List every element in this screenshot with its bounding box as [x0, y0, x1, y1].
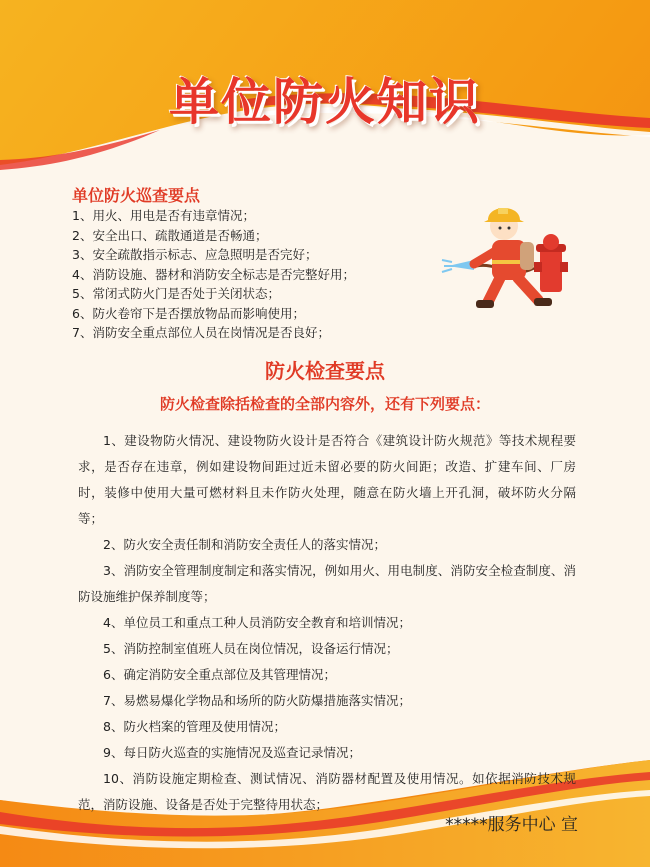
- list-item: 2、安全出口、疏散通道是否畅通；: [72, 227, 268, 243]
- list-item: 4、消防设施、器材和消防安全标志是否完整好用；: [72, 266, 355, 282]
- list-item: 3、消防安全管理制度制定和落实情况，例如用火、用电制度、消防安全检查制度、消防设施维护保养制度等；: [78, 563, 576, 604]
- poster-title: 单位防火知识: [169, 73, 481, 131]
- list-item: 3、安全疏散指示标志、应急照明是否完好；: [72, 247, 318, 262]
- list-item: 6、确定消防安全重点部位及其管理情况；: [103, 667, 336, 682]
- list-item: 1、建设物防火情况、建设物防火设计是否符合《建筑设计防火规范》等技术规程要求，是否存在违章，例如建设物间距过近未留必要的防火间距；改造、扩建车间、厂房时，装修中使用大量可燃材料且未作防火处理，随意在防火墙上开孔洞，破坏防火分隔等；: [78, 433, 576, 526]
- list-item: 4、单位员工和重点工种人员消防安全教育和培训情况；: [103, 615, 411, 630]
- footer-credit: *****服务中心 宣: [445, 815, 578, 835]
- list-item: 10、消防设施定期检查、测试情况、消防器材配置及使用情况。如依据消防技术规范，消防设施、设备是否处于完整待用状态；: [78, 771, 576, 812]
- list-item: 7、易燃易爆化学物品和场所的防火防爆措施落实情况；: [103, 693, 411, 708]
- list-item: 9、每日防火巡查的实施情况及巡查记录情况；: [103, 745, 361, 760]
- list-item: 6、防火卷帘下是否摆放物品而影响使用；: [72, 305, 305, 321]
- firefighter-illustration: [440, 190, 580, 330]
- section2-subheading: 防火检查除括检查的全部内容外，还有下列要点：: [159, 395, 490, 413]
- section1-list: [72, 206, 355, 343]
- list-item: 2、防火安全责任制和消防安全责任人的落实情况；: [103, 537, 386, 552]
- fire-hydrant-icon: [534, 234, 568, 292]
- section2-heading: 防火检查要点: [265, 359, 385, 383]
- list-item: 5、常闭式防火门是否处于关闭状态；: [72, 286, 280, 301]
- list-item: 5、消防控制室值班人员在岗位情况，设备运行情况；: [103, 641, 399, 656]
- list-item: 7、消防安全重点部位人员在岗情况是否良好；: [72, 325, 330, 340]
- section2-list: [78, 428, 576, 818]
- list-item: 1、用火、用电是否有违章情况；: [72, 208, 255, 223]
- section1-heading: 单位防火巡查要点: [72, 186, 201, 205]
- list-item: 8、防火档案的管理及使用情况；: [103, 719, 286, 734]
